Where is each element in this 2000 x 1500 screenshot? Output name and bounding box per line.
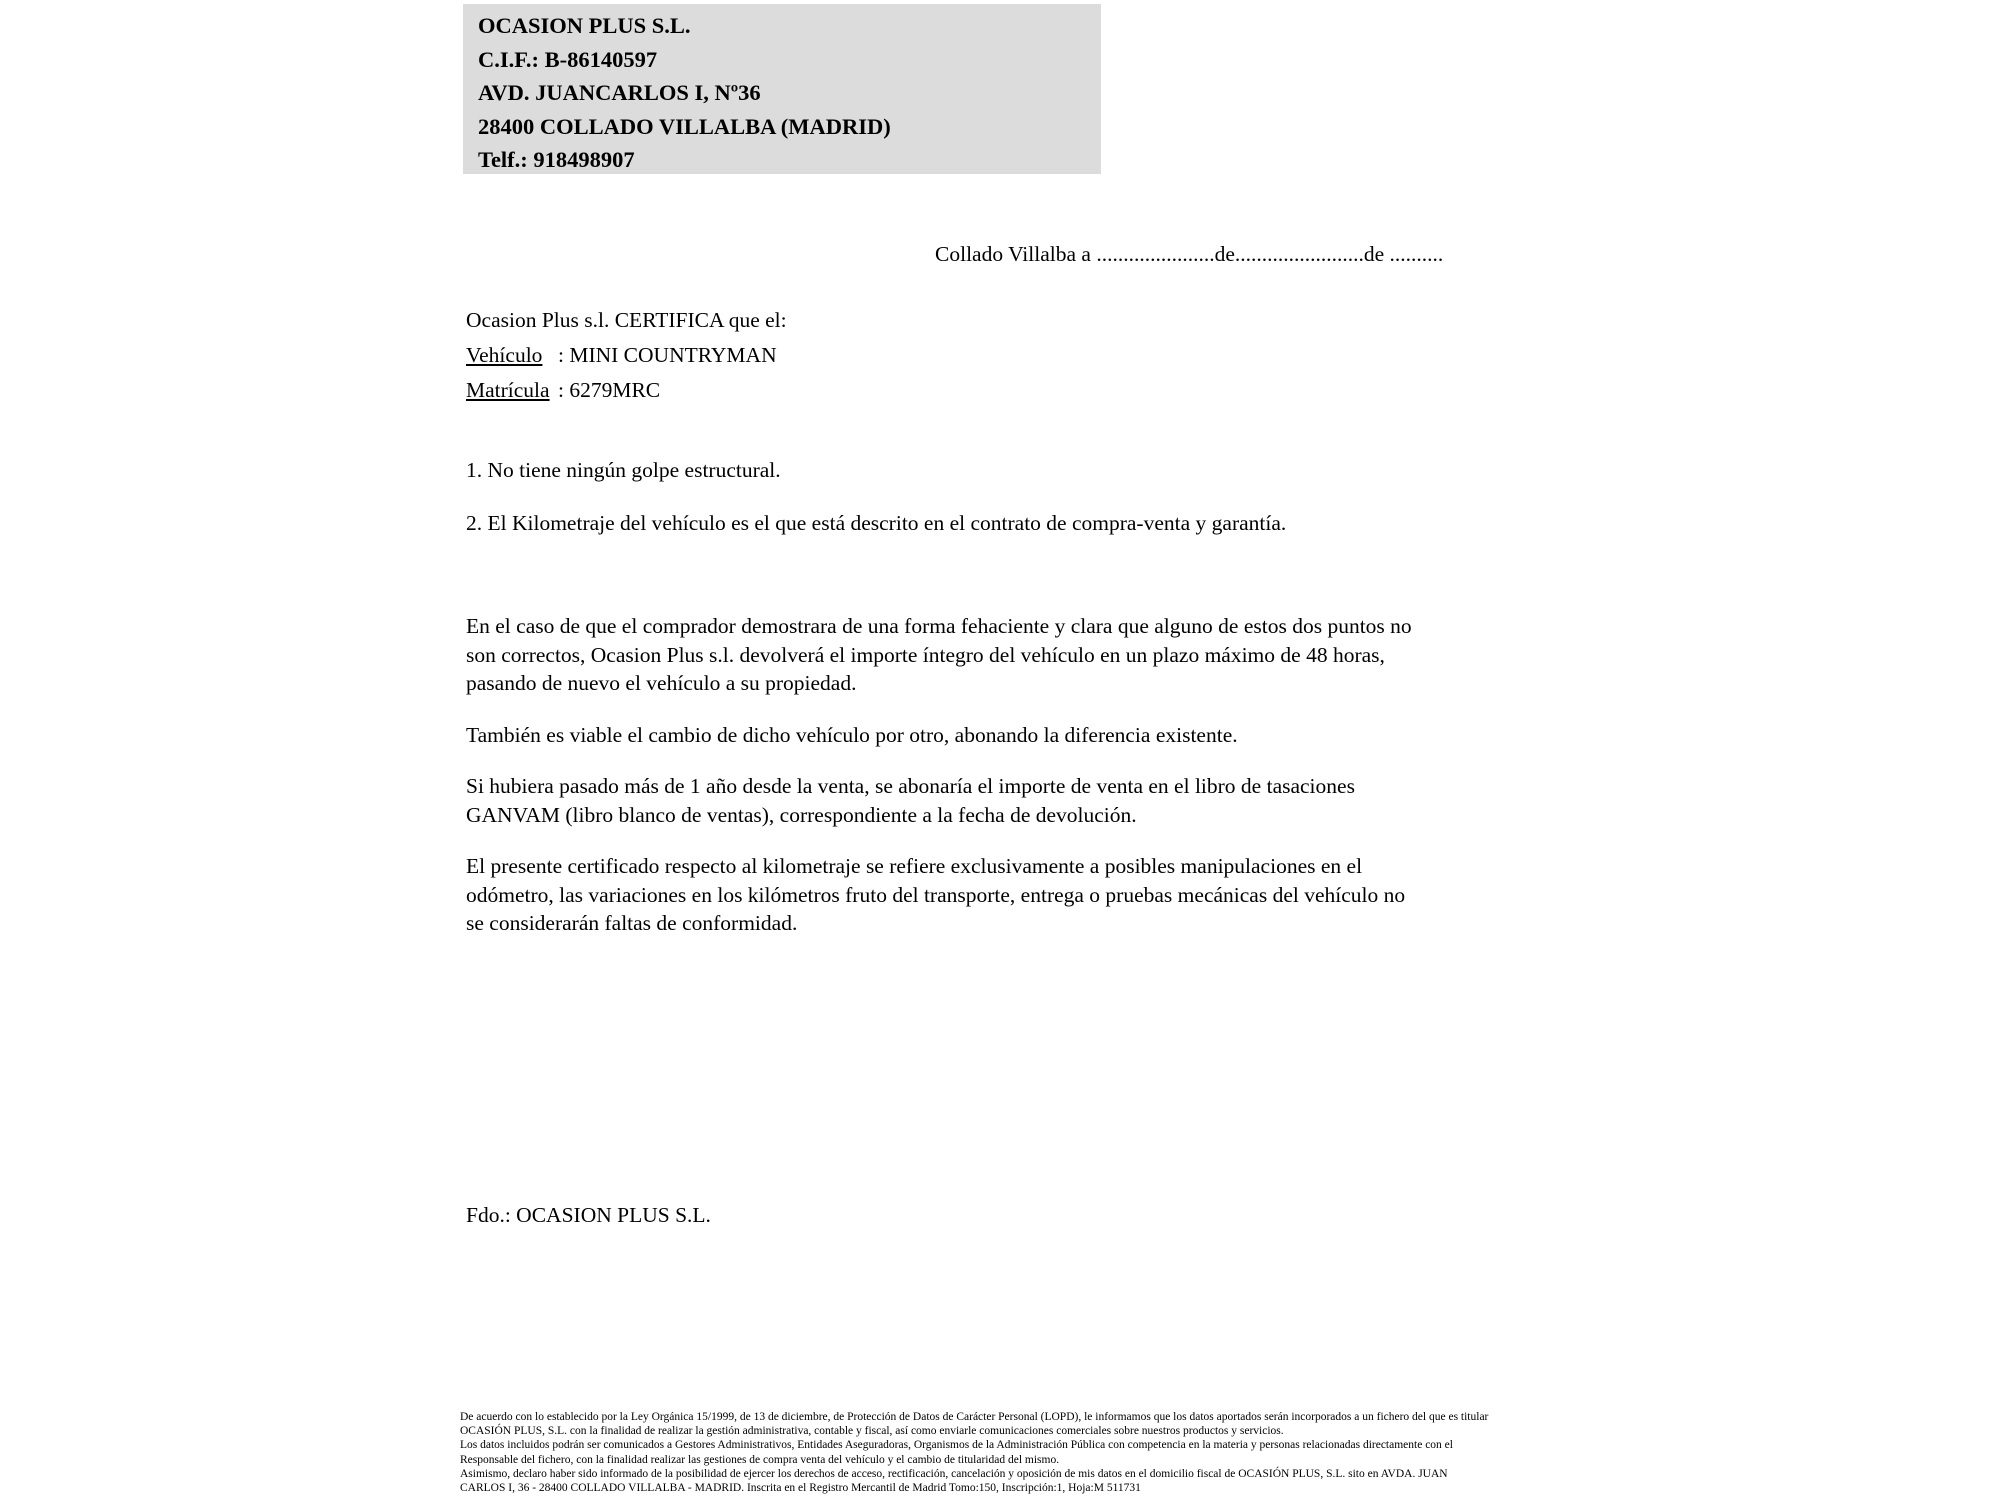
legal-footer	[460, 1410, 1488, 1495]
legal-line: Asimismo, declaro haber sido informado de la posibilidad de ejercer los derechos de acceso, rectificación, cancelación y oposición de mis datos en el domicilio fiscal de OCASIÓN PLUS, S.L. sito en AVDA. JUAN	[460, 1467, 1448, 1480]
legal-line: CARLOS I, 36 - 28400 COLLADO VILLALBA - MADRID. Inscrita en el Registro Mercantil de Madrid Tomo:150, Inscripción:1, Hoja:M 511731	[460, 1482, 1141, 1495]
plate-value: : 6279MRC	[558, 378, 661, 402]
company-cif: C.I.F.: B-86140597	[478, 46, 658, 72]
vehicle-label: Vehículo	[466, 343, 543, 367]
paragraph-line: son correctos, Ocasion Plus s.l. devolverá el importe íntegro del vehículo en un plazo máximo de 48 horas,	[466, 642, 1385, 667]
paragraph-line: También es viable el cambio de dicho vehículo por otro, abonando la diferencia existente.	[466, 722, 1238, 747]
numbered-points	[466, 456, 1286, 537]
legal-line: Los datos incluidos podrán ser comunicados a Gestores Administrativos, Entidades Aseguradoras, Organismos de la Administración Pública con competencia en la materia y personas relacionadas directamente con el	[460, 1439, 1453, 1452]
plate-label: Matrícula	[466, 378, 550, 402]
paragraph-exchange	[466, 721, 1412, 750]
certificate-block	[466, 303, 787, 408]
company-address: AVD. JUANCARLOS I, Nº36	[478, 80, 761, 105]
date-blank-line: Collado Villalba a ......................de........................de ..........	[935, 242, 1444, 266]
paragraph-line: GANVAM (libro blanco de ventas), correspondiente a la fecha de devolución.	[466, 802, 1137, 827]
paragraph-line: se considerarán faltas de conformidad.	[466, 911, 798, 935]
paragraph-line: Si hubiera pasado más de 1 año desde la venta, se abonaría el importe de venta en el libro de tasaciones	[466, 774, 1355, 798]
paragraph-odometer	[466, 852, 1412, 938]
point-2: 2. El Kilometraje del vehículo es el que está descrito en el contrato de compra-venta y garantía.	[466, 510, 1287, 535]
company-phone: Telf.: 918498907	[478, 147, 635, 172]
body-paragraphs	[466, 612, 1412, 961]
paragraph-ganvam	[466, 772, 1412, 829]
legal-line: OCASIÓN PLUS, S.L. con la finalidad de realizar la gestión administrativa, contable y fiscal, así como enviarle comunicaciones comerciales sobre nuestros productos y servicios.	[460, 1425, 1284, 1438]
paragraph-line: En el caso de que el comprador demostrara de una forma fehaciente y clara que alguno de estos dos puntos no	[466, 614, 1412, 638]
legal-line: De acuerdo con lo establecido por la Ley Orgánica 15/1999, de 13 de diciembre, de Protección de Datos de Carácter Personal (LOPD), le informamos que los datos aportados serán incorporados a un fichero del que es titular	[460, 1411, 1489, 1423]
paragraph-line: odómetro, las variaciones en los kilómetros fruto del transporte, entrega o pruebas mecánicas del vehículo no	[466, 882, 1406, 907]
vehicle-value: : MINI COUNTRYMAN	[558, 343, 777, 367]
company-name: OCASION PLUS S.L.	[478, 13, 691, 38]
certify-intro: Ocasion Plus s.l. CERTIFICA que el:	[466, 308, 787, 332]
paragraph-line: pasando de nuevo el vehículo a su propiedad.	[466, 671, 857, 695]
point-1: 1. No tiene ningún golpe estructural.	[466, 458, 781, 482]
plate-row	[466, 373, 787, 408]
company-header-box	[463, 4, 1101, 174]
paragraph-refund	[466, 612, 1412, 698]
signature-line: Fdo.: OCASION PLUS S.L.	[466, 1203, 711, 1227]
company-city: 28400 COLLADO VILLALBA (MADRID)	[478, 113, 891, 139]
paragraph-line: El presente certificado respecto al kilometraje se refiere exclusivamente a posibles manipulaciones en el	[466, 854, 1363, 878]
legal-line: Responsable del fichero, con la finalidad realizar las gestiones de compra venta del vehículo y el cambio de titularidad del mismo.	[460, 1453, 1060, 1466]
vehicle-row	[466, 338, 787, 373]
